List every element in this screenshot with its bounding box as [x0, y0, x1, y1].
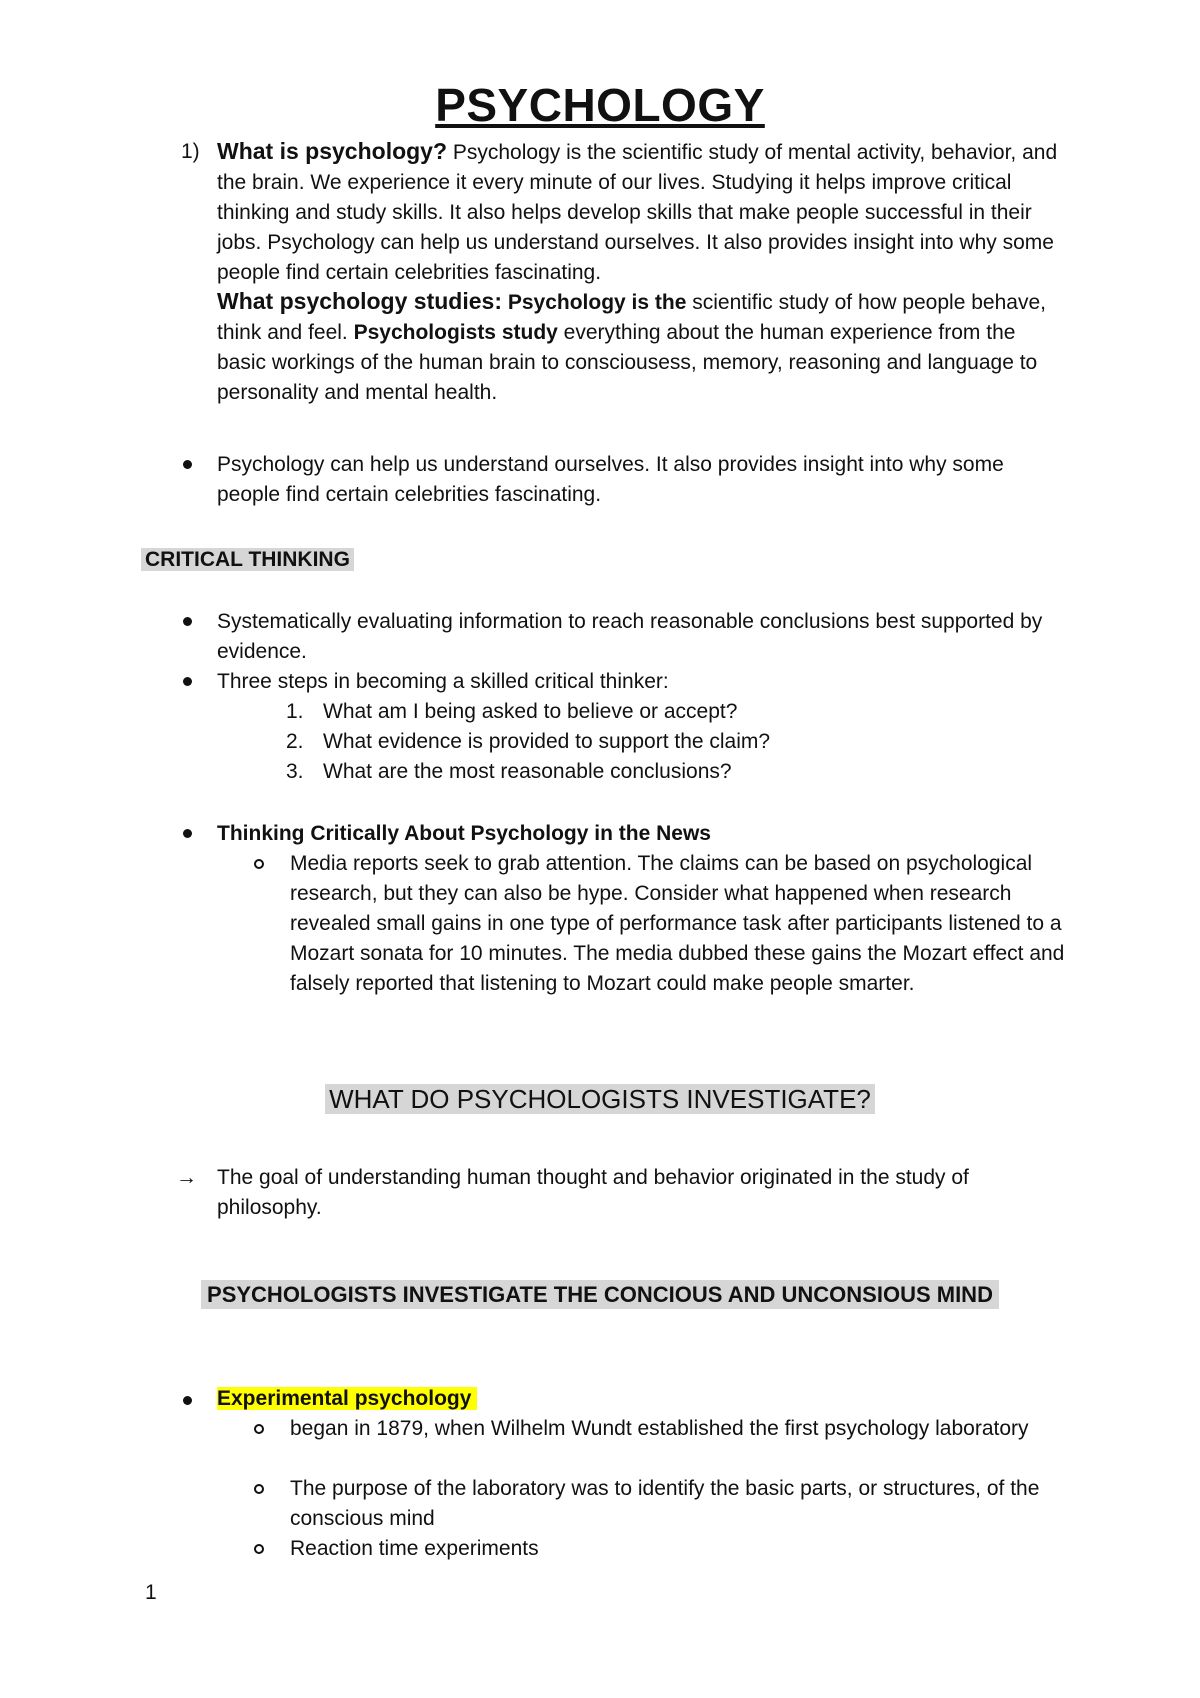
- bullet-icon: [183, 677, 192, 686]
- studies-label: What psychology studies:: [217, 288, 502, 314]
- studies-text-1: scientific study of how people behave, think and feel.: [217, 291, 1046, 344]
- step-number: 3.: [286, 760, 304, 783]
- critical-thinking-heading-wrap: [141, 545, 354, 575]
- news-text: Media reports seek to grab attention. The claims can be based on psychological research, but they can also be hype. Consider what happened when research revealed small gains in one type of performance task after participants listened to a Mozart sonata for 10 minutes. The media dubbed these gains the Mozart effect and falsely reported that listening to Mozart could make people smarter.: [290, 852, 1065, 995]
- studies-bold-1: Psychology is the: [507, 291, 687, 314]
- circle-bullet-icon: [254, 1544, 264, 1554]
- psychology-definition: [217, 136, 1067, 288]
- answer-text: Psychology is the scientific study of mental activity, behavior, and the brain. We experience it every minute of our lives. Studying it helps improve critical thinking and study skills. It also helps develop skills that make people successful in their jobs. Psychology can help us understand ourselves. It also provides insight into why some people find certain celebrities fascinating.: [217, 141, 1058, 284]
- critical-thinking-heading: CRITICAL THINKING: [141, 548, 354, 571]
- bullet-icon: [183, 617, 192, 626]
- studies-text-2: everything about the human experience from the basic workings of the human brain to consciousess, memory, reasoning and language to personality and mental health.: [217, 321, 1038, 404]
- conscious-heading-wrap: [0, 1280, 1200, 1310]
- arrow-text: The goal of understanding human thought and behavior originated in the study of philosophy.: [217, 1166, 969, 1219]
- arrow-icon: →: [176, 1166, 197, 1189]
- circle-bullet-icon: [254, 859, 264, 869]
- experimental-heading: Experimental psychology: [217, 1387, 477, 1410]
- news-heading: Thinking Critically About Psychology in the News: [217, 822, 711, 845]
- conscious-heading: PSYCHOLOGISTS INVESTIGATE THE CONCIOUS AND UNCONSIOUS MIND: [201, 1280, 999, 1309]
- bullet-icon: [183, 460, 192, 469]
- studies-bold-2: Psychologists study: [353, 321, 558, 344]
- question-label: What is psychology?: [217, 138, 448, 164]
- step-text: What are the most reasonable conclusions?: [323, 760, 732, 783]
- investigate-heading: WHAT DO PSYCHOLOGISTS INVESTIGATE?: [325, 1084, 875, 1114]
- psychology-studies: [217, 286, 1067, 408]
- circle-bullet-icon: [254, 1424, 264, 1434]
- step-number: 1.: [286, 700, 304, 723]
- step-text: What evidence is provided to support the claim?: [323, 730, 771, 753]
- page-title: PSYCHOLOGY: [435, 79, 765, 131]
- step-number: 2.: [286, 730, 304, 753]
- bullet-icon: [183, 829, 192, 838]
- sub-text: Reaction time experiments: [290, 1537, 539, 1560]
- bullet-text: Three steps in becoming a skilled critical thinker:: [217, 670, 669, 693]
- investigate-heading-wrap: [0, 1081, 1200, 1117]
- circle-bullet-icon: [254, 1484, 264, 1494]
- list-number: 1): [181, 140, 200, 163]
- bullet-text: Systematically evaluating information to reach reasonable conclusions best supported by evidence.: [217, 610, 1043, 663]
- sub-text: began in 1879, when Wilhelm Wundt established the first psychology laboratory: [290, 1417, 1029, 1440]
- sub-text: The purpose of the laboratory was to identify the basic parts, or structures, of the conscious mind: [290, 1477, 1040, 1530]
- experimental-heading-wrap: [217, 1384, 1067, 1414]
- page-number: 1: [145, 1581, 157, 1604]
- bullet-text: Psychology can help us understand ourselves. It also provides insight into why some people find certain celebrities fascinating.: [217, 453, 1004, 506]
- step-text: What am I being asked to believe or accept?: [323, 700, 738, 723]
